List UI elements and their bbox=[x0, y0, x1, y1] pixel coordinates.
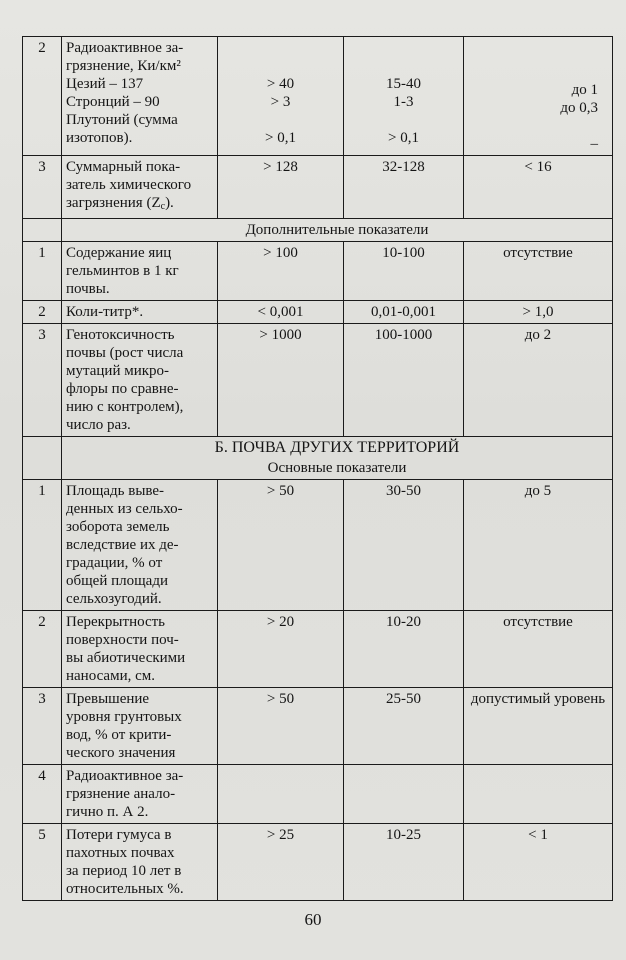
indicator-cell: Радиоактивное за- грязнение анало- гично п. А 2. bbox=[62, 765, 218, 824]
value-cell-2: 15-40 1-3 > 0,1 bbox=[344, 37, 464, 156]
table-row bbox=[23, 37, 613, 156]
row-number: 5 bbox=[23, 824, 62, 901]
value-cell-3 bbox=[464, 765, 613, 824]
table-row bbox=[23, 324, 613, 437]
table-row bbox=[23, 480, 613, 611]
value-cell-2: 0,01-0,001 bbox=[344, 301, 464, 324]
value-cell-3: отсутствие bbox=[464, 242, 613, 301]
value-cell-1: > 40 > 3 > 0,1 bbox=[218, 37, 344, 156]
value-cell-3: допустимый уровень bbox=[464, 688, 613, 765]
table-row bbox=[23, 611, 613, 688]
value-cell-3: до 1 до 0,3 – bbox=[464, 37, 613, 156]
indicator-cell: Коли-титр*. bbox=[62, 301, 218, 324]
table-row bbox=[23, 242, 613, 301]
indicator-cell: Площадь выве- денных из сельхо- зоборота земель вследствие их де- градации, % от общей площади сельхозугодий. bbox=[62, 480, 218, 611]
value-cell-2: 10-100 bbox=[344, 242, 464, 301]
section-b-title: Б. ПОЧВА ДРУГИХ ТЕРРИТОРИЙ bbox=[62, 437, 613, 460]
value-cell-1: > 25 bbox=[218, 824, 344, 901]
row-number: 1 bbox=[23, 480, 62, 611]
indicator-cell: Потери гумуса в пахотных почвах за период 10 лет в относительных %. bbox=[62, 824, 218, 901]
indicator-subscript: c bbox=[160, 201, 166, 212]
row-number: 2 bbox=[23, 611, 62, 688]
value-cell-1 bbox=[218, 765, 344, 824]
section-header-row bbox=[23, 459, 613, 480]
value-cell-2: 100-1000 bbox=[344, 324, 464, 437]
row-number: 3 bbox=[23, 324, 62, 437]
section-title-row bbox=[23, 437, 613, 460]
value-cell-1: > 128 bbox=[218, 156, 344, 219]
value-cell-1: > 20 bbox=[218, 611, 344, 688]
value-cell-3: < 1 bbox=[464, 824, 613, 901]
value-cell-3: < 16 bbox=[464, 156, 613, 219]
value-cell-1: > 50 bbox=[218, 480, 344, 611]
value-cell-3: отсутствие bbox=[464, 611, 613, 688]
soil-assessment-table bbox=[22, 36, 613, 901]
indicator-line: затель химического bbox=[66, 177, 192, 193]
table-row bbox=[23, 688, 613, 765]
additional-indicators-header: Дополнительные показатели bbox=[62, 219, 613, 242]
indicator-cell: Генотоксичность почвы (рост числа мутаций микро- флоры по сравне- нию с контролем), число раз. bbox=[62, 324, 218, 437]
row-number: 1 bbox=[23, 242, 62, 301]
value-cell-3: > 1,0 bbox=[464, 301, 613, 324]
value-cell-3: до 5 bbox=[464, 480, 613, 611]
value-cell-2: 10-20 bbox=[344, 611, 464, 688]
table-row bbox=[23, 156, 613, 219]
indicator-line-end: ). bbox=[165, 195, 174, 211]
value-cell-2: 32-128 bbox=[344, 156, 464, 219]
value-cell-2 bbox=[344, 765, 464, 824]
row-number: 4 bbox=[23, 765, 62, 824]
main-indicators-header: Основные показатели bbox=[62, 459, 613, 480]
row-number: 3 bbox=[23, 688, 62, 765]
section-header-row bbox=[23, 219, 613, 242]
indicator-cell: Превышение уровня грунтовых вод, % от крити- ческого значения bbox=[62, 688, 218, 765]
row-number: 2 bbox=[23, 37, 62, 156]
value-cell-2: 10-25 bbox=[344, 824, 464, 901]
value-cell-2: 25-50 bbox=[344, 688, 464, 765]
indicator-line: загрязнения (Z bbox=[66, 195, 161, 211]
table-row bbox=[23, 301, 613, 324]
row-number: 2 bbox=[23, 301, 62, 324]
page-number: 60 bbox=[304, 910, 322, 929]
value-cell-1: > 100 bbox=[218, 242, 344, 301]
indicator-line: Суммарный пока- bbox=[66, 159, 181, 175]
value-cell-1: > 1000 bbox=[218, 324, 344, 437]
indicator-cell: Перекрытность поверхности поч- вы абиотическими наносами, см. bbox=[62, 611, 218, 688]
row-number: 3 bbox=[23, 156, 62, 219]
indicator-cell bbox=[62, 156, 218, 219]
value-cell-3: до 2 bbox=[464, 324, 613, 437]
table-row bbox=[23, 765, 613, 824]
indicator-cell: Содержание яиц гельминтов в 1 кг почвы. bbox=[62, 242, 218, 301]
value-cell-1: > 50 bbox=[218, 688, 344, 765]
value-cell-1: < 0,001 bbox=[218, 301, 344, 324]
value-cell-2: 30-50 bbox=[344, 480, 464, 611]
table-row bbox=[23, 824, 613, 901]
indicator-cell: Радиоактивное за- грязнение, Ки/км² Цезий – 137 Стронций – 90 Плутоний (сумма изотопов). bbox=[62, 37, 218, 156]
